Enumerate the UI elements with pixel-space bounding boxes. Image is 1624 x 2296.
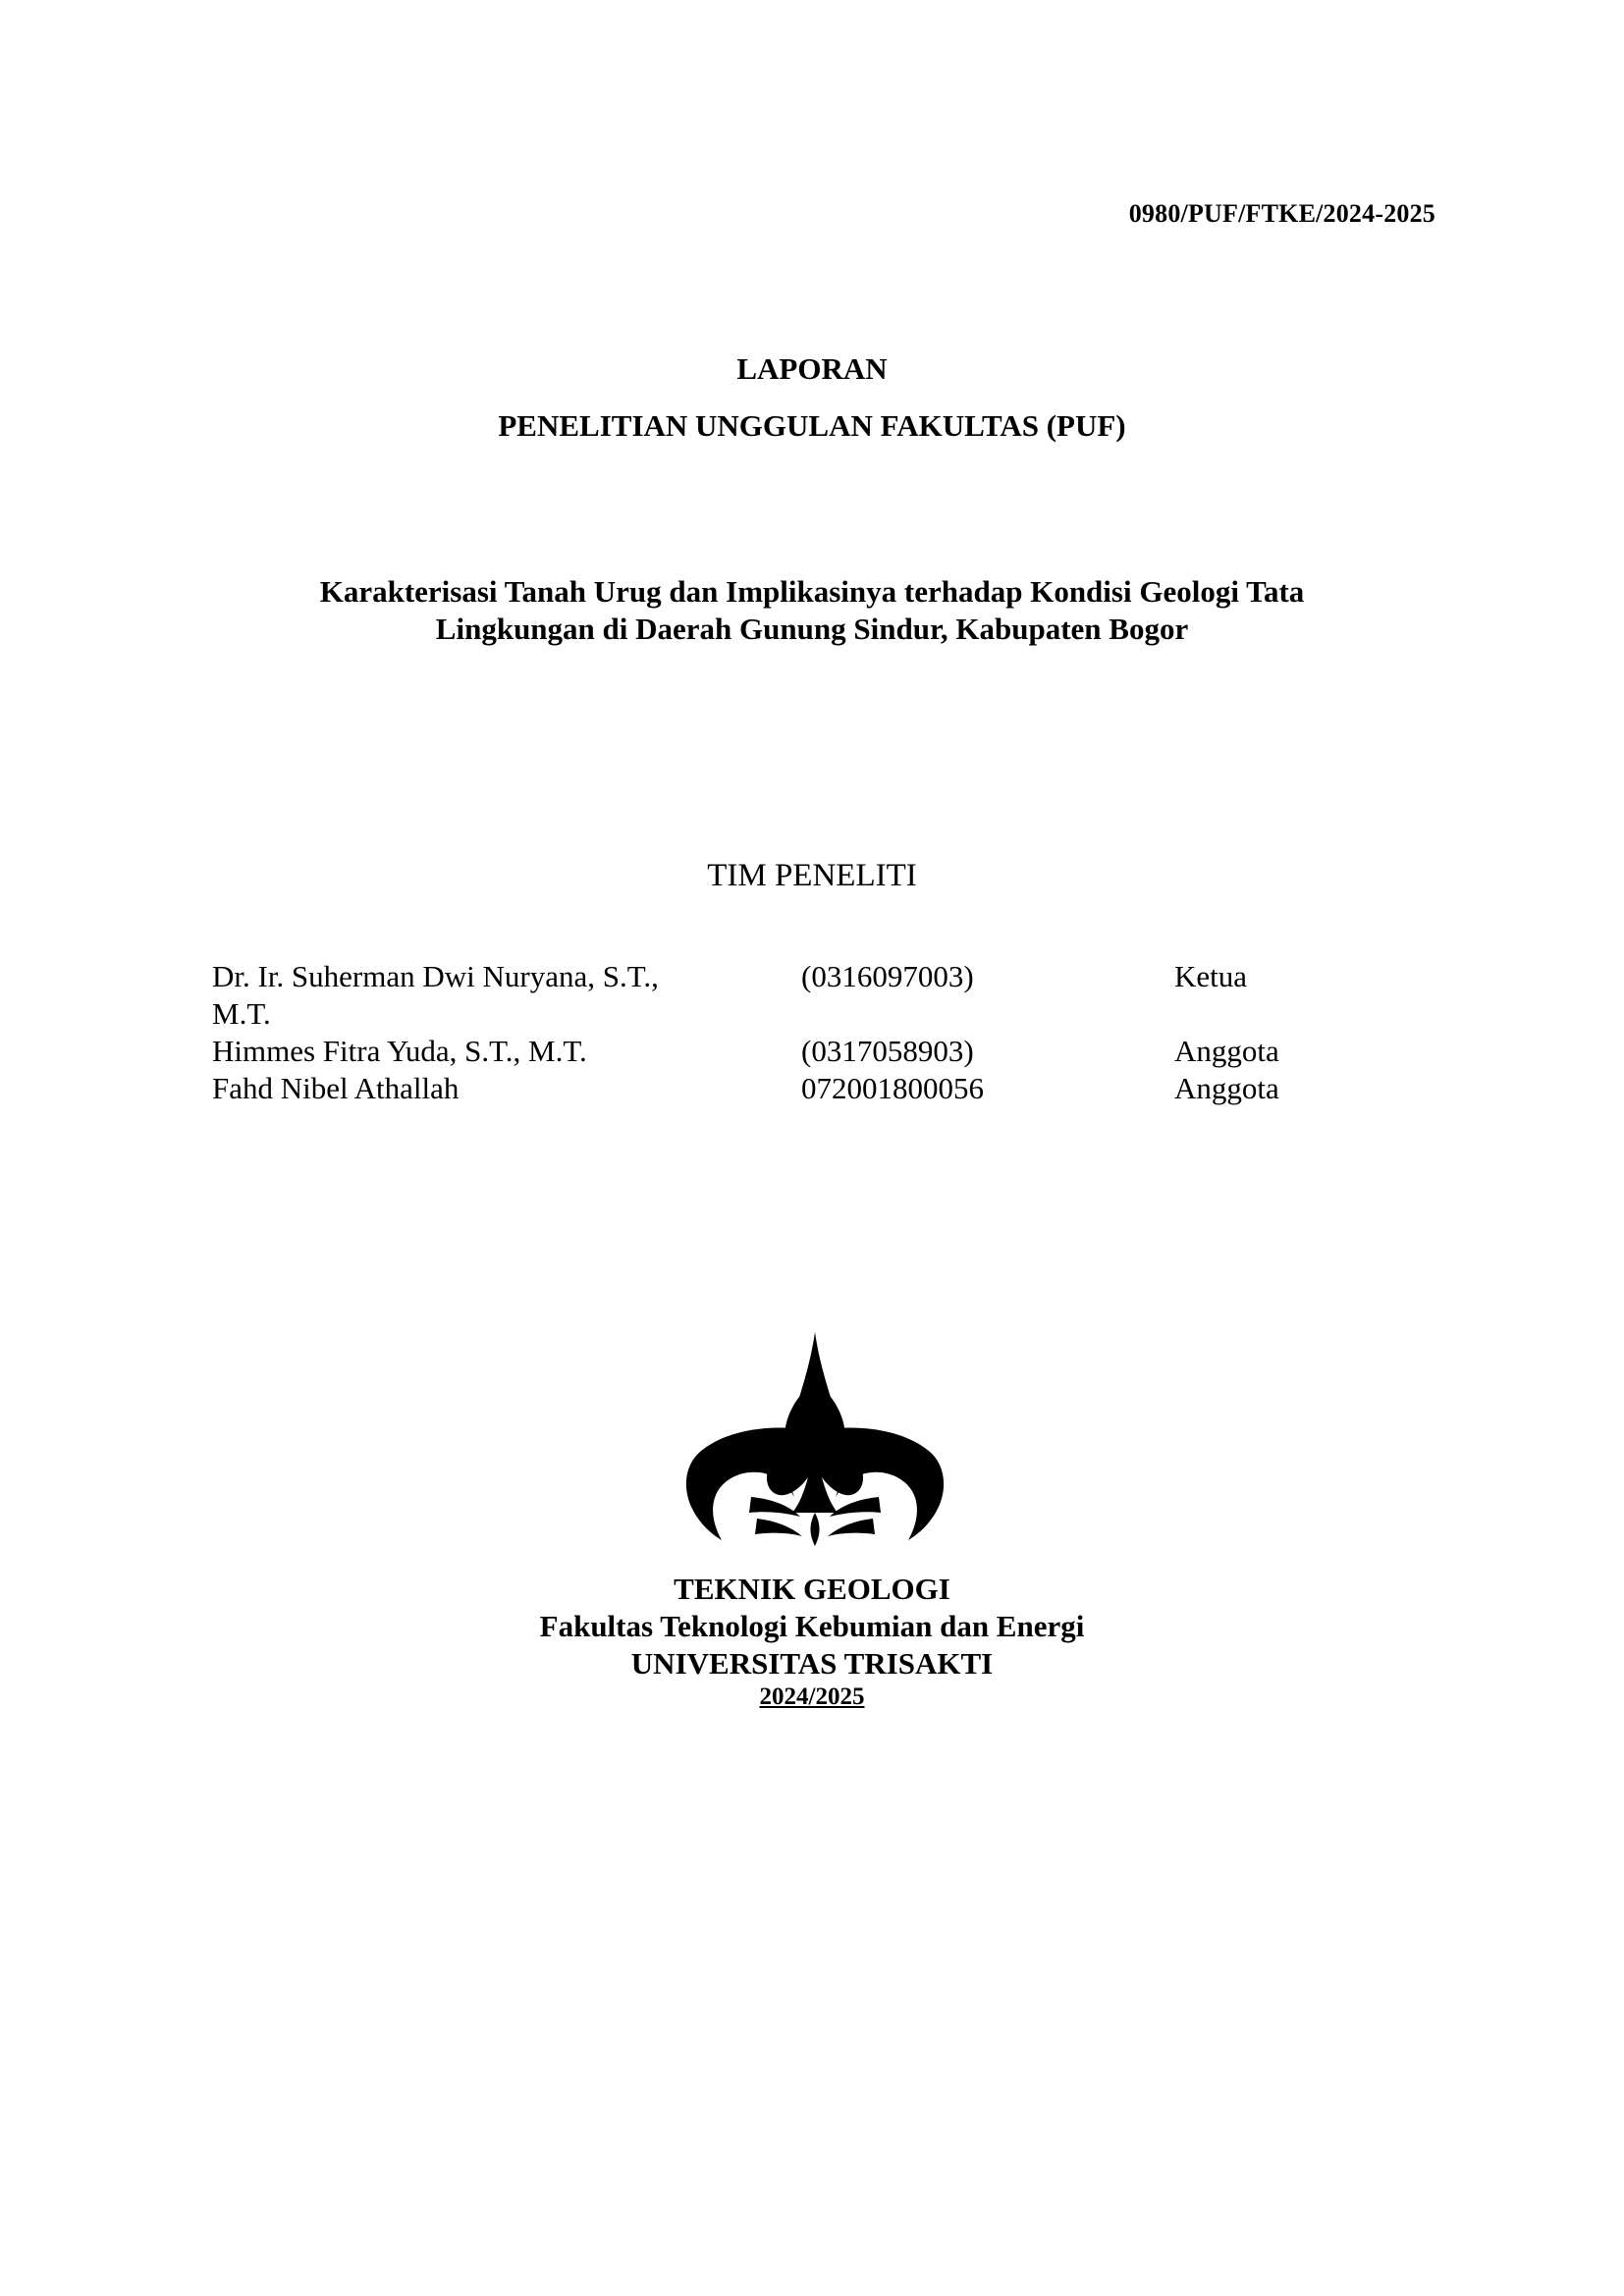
faculty-name: Fakultas Teknologi Kebumian dan Energi [539, 1609, 1085, 1643]
member-name: Himmes Fitra Yuda, S.T., M.T. [212, 1034, 587, 1068]
university-name: UNIVERSITAS TRISAKTI [630, 1646, 994, 1681]
member-name: Fahd Nibel Athallah [212, 1071, 460, 1105]
member-id: 072001800056 [801, 1071, 984, 1105]
document-number: 0980/PUF/FTKE/2024-2025 [1128, 199, 1435, 228]
report-title-line-2: Lingkungan di Daerah Gunung Sindur, Kabupaten Bogor [435, 612, 1189, 646]
report-label: LAPORAN [736, 351, 888, 386]
report-type: PENELITIAN UNGGULAN FAKULTAS (PUF) [498, 408, 1126, 443]
member-id: (0317058903) [801, 1034, 974, 1068]
member-role: Anggota [1174, 1034, 1279, 1068]
university-emblem-icon [682, 1330, 947, 1548]
institution-block [0, 1571, 1624, 1712]
member-role: Ketua [1174, 959, 1248, 993]
report-title [0, 573, 1624, 648]
report-title-line-1: Karakterisasi Tanah Urug dan Implikasinya terhadap Kondisi Geologi Tata [319, 574, 1305, 609]
member-role: Anggota [1174, 1071, 1279, 1105]
member-name: Dr. Ir. Suherman Dwi Nuryana, S.T., M.T. [212, 959, 659, 1031]
member-id: (0316097003) [801, 959, 974, 993]
academic-year: 2024/2025 [759, 1683, 865, 1710]
department-name: TEKNIK GEOLOGI [674, 1572, 950, 1606]
team-heading: TIM PENELITI [707, 858, 917, 893]
